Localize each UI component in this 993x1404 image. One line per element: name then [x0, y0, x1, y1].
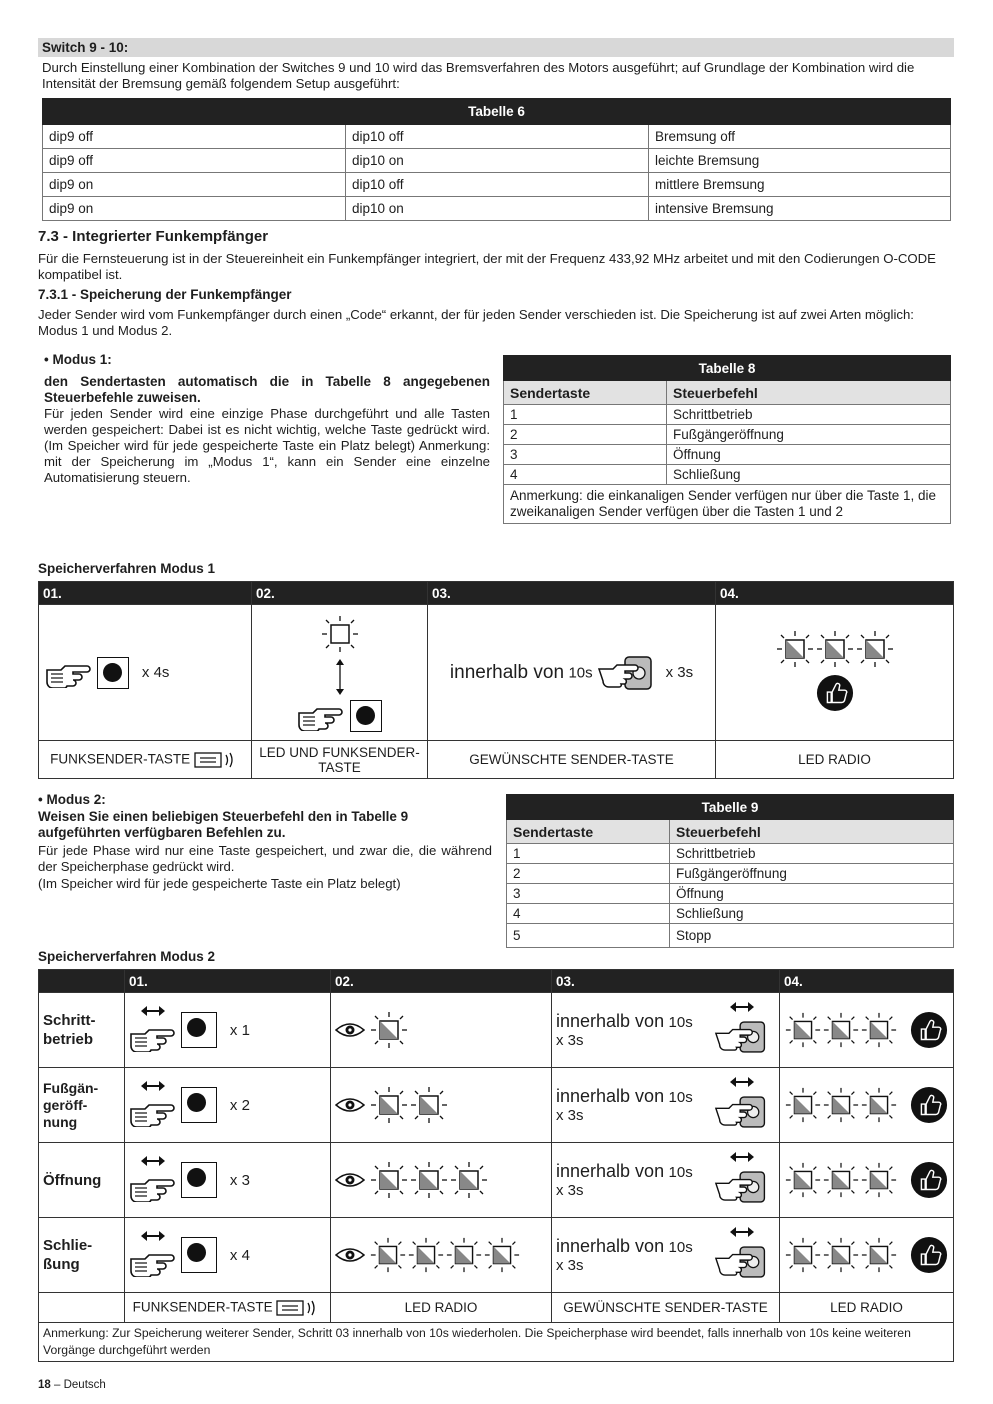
table-9-col2: Steuerbefehl [670, 820, 954, 844]
proc-1-cell-03 [428, 605, 716, 741]
arrow-left-right-icon [141, 1230, 165, 1242]
led-on-icon [860, 1086, 898, 1124]
button-icon [181, 1162, 217, 1198]
modus-2-bold: Weisen Sie einen beliebigen Steuerbefehl den in Tabelle 9 aufgeführten verfügbaren Befehlen zu. [38, 809, 409, 840]
hand-icon [297, 701, 345, 731]
proc-1-cell-01 [39, 605, 252, 741]
arrow-left-right-icon [141, 1155, 165, 1167]
table-9-title: Tabelle 9 [507, 795, 954, 820]
led-on-icon [822, 1161, 860, 1199]
proc-2-step-03: 03. [552, 970, 780, 993]
led-on-icon [409, 1160, 449, 1200]
table-row: 1 Schrittbetrieb [504, 405, 951, 425]
led-on-icon [822, 1086, 860, 1124]
switch-section-header [38, 38, 954, 57]
led-on-icon [775, 629, 815, 669]
proc-2-label-01: FUNKSENDER-TASTE [125, 1293, 331, 1323]
proc-2-step-01: 01. [125, 970, 331, 993]
table-8 [503, 355, 951, 524]
press-count: x 3s [665, 664, 694, 681]
footer-language: Deutsch [63, 1379, 106, 1391]
remote-control-icon [714, 1018, 770, 1056]
proc-2-label-04: LED RADIO [780, 1293, 954, 1323]
led-on-icon [784, 1236, 822, 1274]
arrow-left-right-icon [141, 1005, 165, 1017]
led-on-icon [445, 1236, 483, 1274]
proc-2-row-label: Schritt- betrieb [39, 993, 125, 1068]
remote-control-icon [714, 1168, 770, 1206]
within-seconds: 10s [668, 1163, 693, 1181]
proc-2-label-03: GEWÜNSCHTE SENDER-TASTE [552, 1293, 780, 1323]
remote-control-icon [714, 1243, 770, 1281]
eye-icon [335, 1021, 365, 1039]
thumbs-up-icon [910, 1086, 948, 1124]
proc-1-step-04: 04. [716, 582, 954, 605]
arrow-left-right-icon [730, 1076, 754, 1088]
table-8-title: Tabelle 8 [504, 356, 951, 381]
table-row: dip9 off dip10 off Bremsung off [43, 125, 951, 149]
led-on-icon [860, 1161, 898, 1199]
within-seconds: 10s [668, 1088, 693, 1106]
remote-control-icon [597, 653, 657, 693]
press-count: x 1 [229, 1021, 250, 1039]
table-row: 5 Stopp [507, 924, 954, 948]
led-on-icon [369, 1010, 409, 1050]
led-on-icon [822, 1236, 860, 1274]
proc-1-label-02: LED UND FUNKSENDER-TASTE [252, 741, 428, 779]
arrow-left-right-icon [141, 1080, 165, 1092]
hand-icon [129, 1022, 177, 1052]
within-seconds: 10s [668, 1238, 693, 1256]
press-duration: x 4s [141, 664, 170, 681]
within-text: innerhalb von [556, 1085, 665, 1106]
radio-button-icon [276, 1298, 322, 1318]
arrow-left-right-icon [730, 1226, 754, 1238]
table-6-title: Tabelle 6 [43, 99, 951, 125]
eye-icon [335, 1171, 365, 1189]
proc-2-label-02: LED RADIO [331, 1293, 552, 1323]
within-text: innerhalb von [556, 1160, 665, 1181]
button-icon [181, 1087, 217, 1123]
table-row: 2 Fußgängeröffnung [507, 864, 954, 884]
table-row: 4 Schließung [504, 465, 951, 485]
proc-2-row-fussgaengeroeffnung [39, 1068, 954, 1143]
arrow-left-right-icon [730, 1151, 754, 1163]
modus-2-text: Für jede Phase wird nur eine Taste gespeichert, und zwar die, die während der Speicherphase gedrückt wird. [38, 843, 492, 874]
press-count: x 3s [556, 1181, 584, 1199]
modus-1-text: Für jeden Sender wird eine einzige Phase durchgeführt und alle Tasten werden gespeichert: Dabei ist es nicht wichtig, welche Taste gedrückt wird. (Im Speicher wird für jede gespeicherte Taste ein Platz belegt) Anmerkung: mit der Speicherung im „Modus 1“, kann ein Sender eine einzelne Automatisierung steuern. [44, 406, 490, 485]
button-icon [97, 657, 129, 689]
table-row: 4 Schließung [507, 904, 954, 924]
hand-icon [129, 1097, 177, 1127]
arrow-up-down-icon [334, 659, 346, 695]
eye-icon [335, 1246, 365, 1264]
proc-1-table [38, 581, 954, 779]
within-text: innerhalb von [556, 1010, 665, 1031]
hand-icon [45, 658, 93, 688]
proc-2-note: Anmerkung: Zur Speicherung weiterer Sender, Schritt 03 innerhalb von 10s wiederholen. Die Speicherphase wird beendet, falls innerhalb von 10s keine weiteren Vorgänge durchgeführt werden [39, 1323, 954, 1362]
led-on-icon [822, 1011, 860, 1049]
proc-2-step-02: 02. [331, 970, 552, 993]
led-on-icon [815, 629, 855, 669]
led-on-icon [407, 1236, 445, 1274]
led-on-icon [409, 1085, 449, 1125]
footer-separator: – [50, 1379, 64, 1391]
modus-2-text-2: (Im Speicher wird für jede gespeicherte Taste ein Platz belegt) [38, 876, 401, 891]
proc-1-cell-04 [716, 605, 954, 741]
proc-2-row-label: Öffnung [39, 1143, 125, 1218]
table-9-col1: Sendertaste [507, 820, 670, 844]
table-row: 2 Fußgängeröffnung [504, 425, 951, 445]
proc-2-row-label: Fußgän- geröff- nung [39, 1068, 125, 1143]
modus-2-title: • Modus 2: [38, 792, 106, 807]
press-count: x 3s [556, 1106, 584, 1124]
press-count: x 2 [229, 1096, 250, 1114]
eye-icon [335, 1096, 365, 1114]
section-7-3-text: Für die Fernsteuerung ist in der Steuereinheit ein Funkempfänger integriert, der mit der Frequenz 433,92 MHz arbeitet und mit den Codierungen O-CODE kompatibel ist. [38, 251, 936, 282]
led-on-icon [369, 1160, 409, 1200]
proc-2-step-04: 04. [780, 970, 954, 993]
proc-1-label-03: GEWÜNSCHTE SENDER-TASTE [428, 741, 716, 779]
proc-1-cell-02 [252, 605, 428, 741]
table-8-col2: Steuerbefehl [667, 381, 951, 405]
table-6 [42, 98, 951, 221]
within-text: innerhalb von [449, 661, 565, 683]
table-8-note: Anmerkung: die einkanaligen Sender verfügen nur über die Taste 1, die zweikanaligen Sender verfügen über die Tasten 1 und 2 [504, 485, 951, 524]
radio-button-icon [194, 750, 240, 770]
section-7-3-title: 7.3 - Integrierter Funkempfänger [38, 228, 269, 245]
proc-2-row-schliessung [39, 1218, 954, 1293]
press-count: x 4 [229, 1246, 250, 1264]
led-on-icon [784, 1086, 822, 1124]
table-row: 3 Öffnung [507, 884, 954, 904]
page-number: 18 [38, 1379, 51, 1391]
table-8-col1: Sendertaste [504, 381, 667, 405]
press-count: x 3s [556, 1256, 584, 1274]
proc-2-row-label: Schlie- ßung [39, 1218, 125, 1293]
modus-1-title: • Modus 1: [44, 352, 112, 367]
proc-2-table [38, 969, 954, 1362]
table-row: 3 Öffnung [504, 445, 951, 465]
thumbs-up-icon [816, 674, 854, 712]
press-count: x 3 [229, 1171, 250, 1189]
press-count: x 3s [556, 1031, 584, 1049]
button-icon [181, 1237, 217, 1273]
button-icon [181, 1012, 217, 1048]
proc-2-row-schrittbetrieb [39, 993, 954, 1068]
led-on-icon [855, 629, 895, 669]
section-7-3-1-title: 7.3.1 - Speicherung der Funkempfänger [38, 287, 292, 302]
table-9 [506, 794, 954, 948]
within-text: innerhalb von [556, 1235, 665, 1256]
button-icon [350, 700, 382, 732]
proc-2-title: Speicherverfahren Modus 2 [38, 949, 216, 964]
led-on-icon [369, 1236, 407, 1274]
arrow-left-right-icon [730, 1001, 754, 1013]
led-off-icon [320, 614, 360, 654]
proc-2-row-oeffnung [39, 1143, 954, 1218]
hand-icon [129, 1247, 177, 1277]
proc-1-step-03: 03. [428, 582, 716, 605]
led-on-icon [784, 1161, 822, 1199]
within-seconds: 10s [568, 664, 593, 681]
section-7-3-1-text: Jeder Sender wird vom Funkempfänger durch einen „Code“ erkannt, der für jeden Sender verschieden ist. Die Speicherung ist auf zwei Arten möglich: Modus 1 und Modus 2. [38, 307, 914, 338]
led-on-icon [860, 1011, 898, 1049]
led-on-icon [860, 1236, 898, 1274]
proc-1-step-02: 02. [252, 582, 428, 605]
modus-1-bold: den Sendertasten automatisch die in Tabelle 8 angegebenen Steuerbefehle zuweisen. [44, 374, 490, 405]
led-on-icon [369, 1085, 409, 1125]
proc-1-title: Speicherverfahren Modus 1 [38, 561, 216, 576]
table-row: dip9 off dip10 on leichte Bremsung [43, 149, 951, 173]
thumbs-up-icon [910, 1236, 948, 1274]
proc-2-header-blank [39, 970, 125, 993]
proc-2-label-blank [39, 1293, 125, 1323]
proc-1-label-01: FUNKSENDER-TASTE [39, 741, 252, 779]
table-row: 1 Schrittbetrieb [507, 844, 954, 864]
within-seconds: 10s [668, 1013, 693, 1031]
switch-title: Switch 9 - 10: [42, 40, 129, 55]
hand-icon [129, 1172, 177, 1202]
led-on-icon [784, 1011, 822, 1049]
proc-1-step-01: 01. [39, 582, 252, 605]
remote-control-icon [714, 1093, 770, 1131]
led-on-icon [449, 1160, 489, 1200]
thumbs-up-icon [910, 1011, 948, 1049]
thumbs-up-icon [910, 1161, 948, 1199]
table-row: dip9 on dip10 on intensive Bremsung [43, 197, 951, 221]
led-on-icon [483, 1236, 521, 1274]
page-footer [38, 1379, 106, 1391]
proc-1-label-04: LED RADIO [716, 741, 954, 779]
switch-text: Durch Einstellung einer Kombination der Switches 9 und 10 wird das Bremsverfahren des Motors ausgeführt; auf Grundlage der Kombination wird die Intensität der Bremsung gemäß folgendem Setup ausgeführt: [42, 60, 915, 91]
table-row: dip9 on dip10 off mittlere Bremsung [43, 173, 951, 197]
